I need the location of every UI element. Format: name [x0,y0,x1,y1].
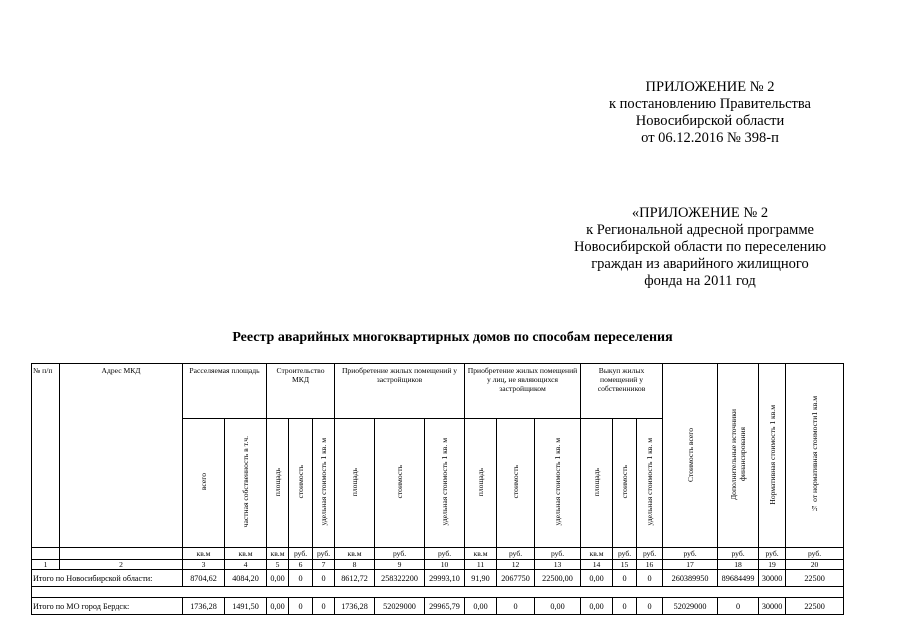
table-cell: 52029000 [375,598,425,615]
group-header-purchase-developers: Приобретение жилых помещений у застройщиков [335,364,465,419]
table-cell: 22500 [786,598,844,615]
column-header-number: № п/п [32,364,60,548]
column-header-normative-cost [759,364,786,548]
subheader-text: площадь [592,467,602,497]
subheader-text: удельная стоимость 1 кв. м [440,438,450,526]
column-numbers-row [32,560,844,570]
column-number: 5 [267,560,289,570]
column-number: 17 [663,560,718,570]
table-cell: 0 [637,598,663,615]
table-cell: 0 [289,598,313,615]
spacer-cell [32,587,844,598]
column-number: 2 [60,560,183,570]
subheader-cell [335,419,375,548]
subheader-text: стоимость [511,465,521,499]
unit-cell [32,548,60,560]
column-number: 13 [535,560,581,570]
column-number: 8 [335,560,375,570]
attachment-line: от 06.12.2016 № 398-п [641,130,779,146]
table-cell: 0 [313,598,335,615]
group-header-resettled-area: Расселяемая площадь [183,364,267,419]
column-number: 19 [759,560,786,570]
subheader-cell [581,419,613,548]
table-cell: 0 [289,570,313,587]
table-cell: 8704,62 [183,570,225,587]
column-number: 18 [718,560,759,570]
column-number: 12 [497,560,535,570]
group-header-construction: Строительство МКД [267,364,335,419]
subheader-cell [425,419,465,548]
table-cell: 0,00 [267,570,289,587]
table-cell: 8612,72 [335,570,375,587]
table-cell: 0 [613,598,637,615]
row-label: Итого по Новосибирской области: [32,570,183,587]
subheader-cell [313,419,335,548]
document-title: Реестр аварийных многоквартирных домов по способам переселения [232,330,673,345]
unit-cell: руб. [718,548,759,560]
unit-cell: кв.м [581,548,613,560]
units-row [32,548,844,560]
column-number: 15 [613,560,637,570]
subheader-text: стоимость [296,465,306,499]
table-cell: 30000 [759,598,786,615]
table-cell: 260389950 [663,570,718,587]
subheader-text: частная собственность в т.ч. [241,436,250,528]
column-header-extra-sources [718,364,759,548]
column-number: 1 [32,560,60,570]
group-header-buyout: Выкуп жилых помещений у собственников [581,364,663,419]
subheader-cell [535,419,581,548]
table-cell: 91,90 [465,570,497,587]
table-cell: 0 [718,598,759,615]
subheader-text: удельная стоимость 1 кв. м [319,438,329,526]
table-cell: 30000 [759,570,786,587]
table-cell: 29965,79 [425,598,465,615]
table-cell: 89684499 [718,570,759,587]
group-header-purchase-non-developers: Приобретение жилых помещений у лиц, не являющихся застройщиком [465,364,581,419]
registry-table [31,363,844,615]
subheader-text: удельная стоимость 1 кв. м [553,438,563,526]
table-cell: 258322200 [375,570,425,587]
table-cell: 0 [637,570,663,587]
table-cell: 2067750 [497,570,535,587]
unit-cell: руб. [786,548,844,560]
subheader-cell [225,419,267,548]
column-number: 7 [313,560,335,570]
subheader-text: площадь [350,467,360,497]
subheader-text: площадь [476,467,486,497]
unit-cell: руб. [663,548,718,560]
subheader-text: площадь [273,467,283,497]
column-header-total-cost [663,364,718,548]
table-cell: 1736,28 [335,598,375,615]
unit-cell: кв.м [335,548,375,560]
attachment-line: к постановлению Правительства [609,96,811,112]
attachment-line: Новосибирской области [635,113,785,129]
unit-cell: кв.м [267,548,289,560]
table-row-total-region [32,570,844,587]
table-cell: 0 [497,598,535,615]
subheader-cell [465,419,497,548]
column-number: 4 [225,560,267,570]
unit-cell: кв.м [183,548,225,560]
table-cell: 22500 [786,570,844,587]
row-label: Итого по МО город Бердск: [32,598,183,615]
table-cell: 0,00 [581,598,613,615]
table-cell: 0,00 [535,598,581,615]
column-number: 16 [637,560,663,570]
attachment-note-program [550,205,850,290]
attachment-line: граждан из аварийного жилищного [591,256,809,272]
unit-cell [60,548,183,560]
subheader-cell [613,419,637,548]
column-header-quarter-normative [786,364,844,548]
column-number: 6 [289,560,313,570]
unit-cell: руб. [637,548,663,560]
column-header-address: Адрес МКД [60,364,183,548]
subheader-text: стоимость [620,465,630,499]
table-spacer-row [32,587,844,598]
unit-cell: руб. [425,548,465,560]
table-cell: 1736,28 [183,598,225,615]
column-header-text: Нормативная стоимость 1 кв.м [767,404,777,505]
table-cell: 22500,00 [535,570,581,587]
unit-cell: руб. [535,548,581,560]
subheader-cell [289,419,313,548]
table-cell: 0 [313,570,335,587]
table-cell: 0 [613,570,637,587]
subheader-text: всего [199,473,208,491]
unit-cell: кв.м [465,548,497,560]
column-number: 10 [425,560,465,570]
table-cell: 1491,50 [225,598,267,615]
column-number: 20 [786,560,844,570]
column-number: 14 [581,560,613,570]
unit-cell: руб. [289,548,313,560]
table-cell: 0,00 [581,570,613,587]
table-cell: 4084,20 [225,570,267,587]
subheader-cell [267,419,289,548]
unit-cell: руб. [375,548,425,560]
subheader-text: удельная стоимость 1 кв. м [645,438,655,526]
unit-cell: руб. [613,548,637,560]
subheader-text: стоимость [395,465,405,499]
subheader-cell [497,419,535,548]
attachment-line: «ПРИЛОЖЕНИЕ № 2 [631,205,769,221]
attachment-line: к Региональной адресной программе [586,222,814,238]
column-number: 11 [465,560,497,570]
unit-cell: кв.м [225,548,267,560]
subheader-cell [637,419,663,548]
attachment-line: Новосибирской области по переселению [573,239,827,255]
column-number: 3 [183,560,225,570]
subheader-cell [375,419,425,548]
unit-cell: руб. [313,548,335,560]
column-header-text: Стоимость всего [685,427,695,482]
attachment-line: фонда на 2011 год [644,273,756,289]
header-row-groups [32,364,844,419]
attachment-note-decree [560,79,860,147]
column-header-text: Дополнительные источники финансирования [729,409,748,500]
table-cell: 0,00 [267,598,289,615]
unit-cell: руб. [759,548,786,560]
table-row-total-berdsk [32,598,844,615]
table-cell: 29993,10 [425,570,465,587]
table-cell: 0,00 [465,598,497,615]
attachment-line: ПРИЛОЖЕНИЕ № 2 [645,79,775,95]
subheader-cell [183,419,225,548]
column-header-text: ¼ от нормативная стоимости1 кв.м [810,396,820,513]
unit-cell: руб. [497,548,535,560]
table-cell: 52029000 [663,598,718,615]
column-number: 9 [375,560,425,570]
